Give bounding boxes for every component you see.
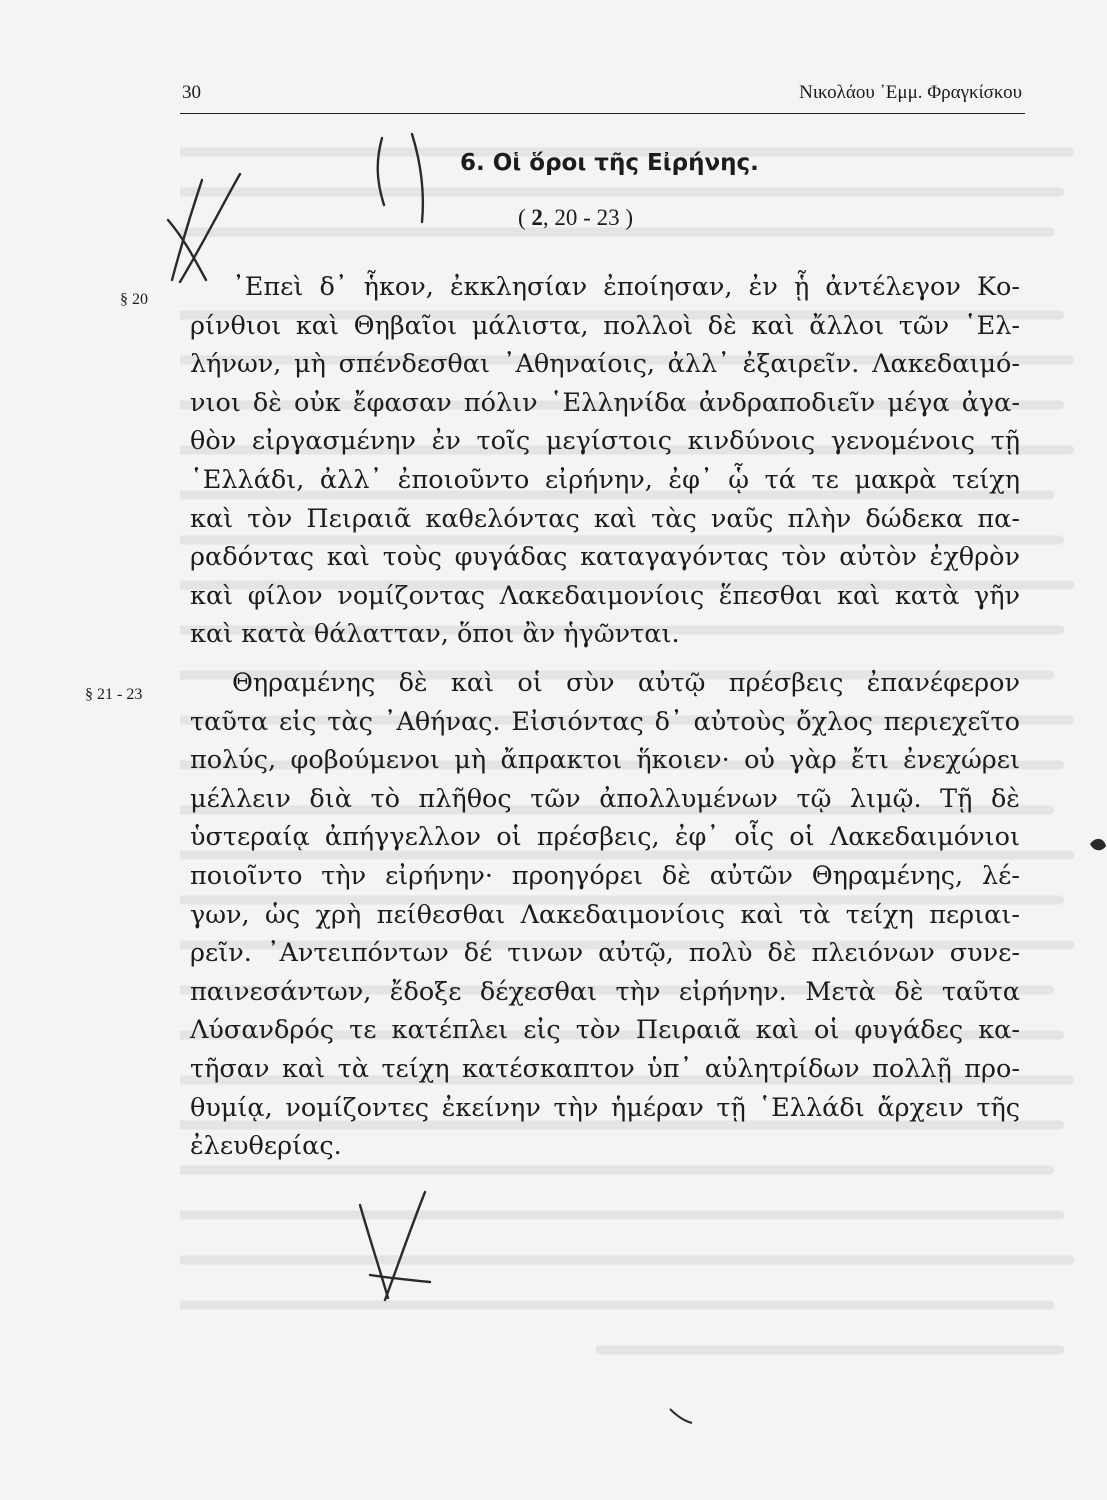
text-line: θὸν εἰργασμένην ἐν τοῖς μεγίστοις κινδύνοις γενομένοις τῇ xyxy=(190,426,1020,457)
text-line: ραδόντας καὶ τοὺς φυγάδας καταγαγόντας τὸν αὐτὸν ἐχθρὸν xyxy=(190,542,1020,573)
text-line: γων, ὡς χρὴ πείθεσθαι Λακεδαιμονίοις καὶ τὰ τείχη περιαι- xyxy=(190,899,1020,930)
section-range-open: ( xyxy=(518,205,532,230)
paragraph-marker: § 20 xyxy=(120,291,148,308)
pencil-cross-mark-icon xyxy=(330,1180,460,1310)
text-line: νιοι δὲ οὐκ ἔφασαν πόλιν ῾Ελληνίδα ἀνδραποδιεῖν μέγα ἀγα- xyxy=(190,387,1020,418)
text-line: ποιοῖντο τὴν εἰρήνην· προηγόρει δὲ αὐτῶν Θηραμένης, λέ- xyxy=(190,860,1020,891)
text-line: μέλλειν διὰ τὸ πλῆθος τῶν ἀπολλυμένων τῷ λιμῷ. Τῇ δὲ xyxy=(190,783,1020,814)
text-line: Λύσανδρός τε κατέπλει εἰς τὸν Πειραιᾶ καὶ οἱ φυγάδες κα- xyxy=(190,1015,1020,1046)
text-line: ὑστεραίᾳ ἀπήγγελλον οἱ πρέσβεις, ἐφ᾿ οἷς οἱ Λακεδαιμόνιοι xyxy=(190,822,1020,853)
text-line: καὶ τὸν Πειραιᾶ καθελόντας καὶ τὰς ναῦς πλὴν δώδεκα πα- xyxy=(190,503,1020,534)
page-number: 30 xyxy=(182,82,201,103)
pencil-tick-icon xyxy=(666,1405,696,1429)
ink-blot-icon xyxy=(1088,830,1107,860)
text-line: ρεῖν. ᾿Αντειπόντων δέ τινων αὐτῷ, πολὺ δὲ πλειόνων συνε- xyxy=(190,938,1020,969)
paragraph-marker: § 21 - 23 xyxy=(85,686,143,703)
paragraph-text xyxy=(190,268,1020,654)
section-range-book: 2 xyxy=(531,205,543,230)
header-rule xyxy=(180,113,1025,114)
text-line: ρίνθιοι καὶ Θηβαῖοι μάλιστα, πολλοὶ δὲ καὶ ἄλλοι τῶν ῾Ελ- xyxy=(190,310,1020,341)
text-line: Θηραμένης δὲ καὶ οἱ σὺν αὐτῷ πρέσβεις ἐπανέφερον xyxy=(232,668,1020,698)
text-line: λήνων, μὴ σπένδεσθαι ᾿Αθηναίοις, ἀλλ᾿ ἐξαιρεῖν. Λακεδαιμό- xyxy=(190,349,1020,380)
text-line: καὶ φίλον νομίζοντας Λακεδαιμονίοις ἕπεσθαι καὶ κατὰ γῆν xyxy=(190,580,1020,611)
text-line: πολύς, φοβούμενοι μὴ ἄπρακτοι ἥκοιεν· οὐ γὰρ ἔτι ἐνεχώρει xyxy=(190,745,1020,776)
text-line: παινεσάντων, ἔδοξε δέχεσθαι τὴν εἰρήνην. Μετὰ δὲ ταῦτα xyxy=(190,976,1020,1007)
text-line: ῾Ελλάδι, ἀλλ᾿ ἐποιοῦντο εἰρήνην, ἐφ᾿ ᾧ τά τε μακρὰ τείχη xyxy=(190,464,1020,495)
text-line: καὶ κατὰ θάλατταν, ὅποι ἂν ἡγῶνται. xyxy=(190,619,680,650)
text-line: ἐλευθερίας. xyxy=(190,1131,342,1162)
text-line: θυμίᾳ, νομίζοντες ἐκείνην τὴν ἡμέραν τῇ ῾Ελλάδι ἄρχειν τῆς xyxy=(190,1092,1020,1123)
text-line: ᾿Επεὶ δ᾿ ἧκον, ἐκκλησίαν ἐποίησαν, ἐν ᾗ ἀντέλεγον Κο- xyxy=(232,272,1020,302)
text-line: τῆσαν καὶ τὰ τείχη κατέσκαπτον ὑπ᾿ αὐλητρίδων πολλῇ προ- xyxy=(190,1053,1020,1084)
text-line: ταῦτα εἰς τὰς ᾿Αθήνας. Εἰσιόντας δ᾿ αὐτοὺς ὄχλος περιεχεῖτο xyxy=(190,706,1020,737)
paragraph-text xyxy=(190,664,1020,1166)
section-range xyxy=(518,205,633,231)
running-header: Νικολάου ᾿Εμμ. Φραγκίσκου xyxy=(799,82,1022,103)
section-range-rest: , 20 - 23 ) xyxy=(542,205,633,230)
section-title: 6. Οἱ ὅροι τῆς Εἰρήνης. xyxy=(460,150,759,176)
